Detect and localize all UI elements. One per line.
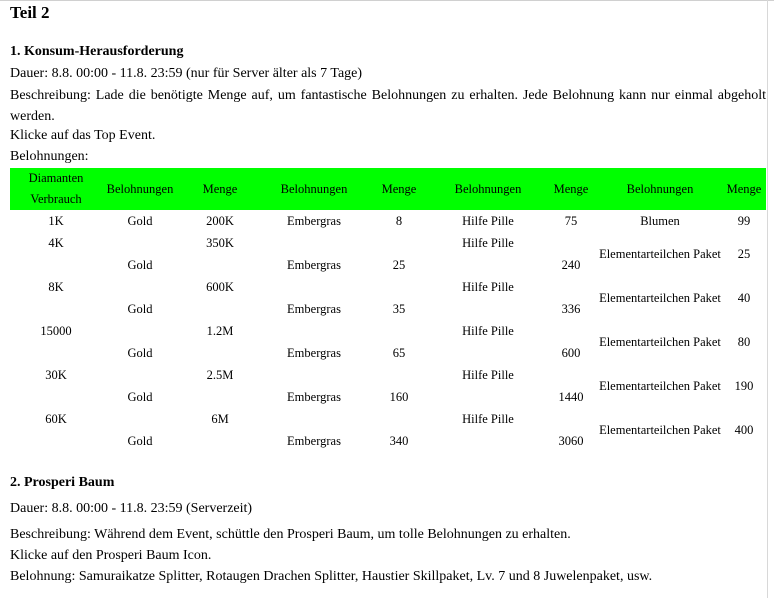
table-cell: 160 <box>389 390 409 404</box>
header-cell: Menge <box>722 168 766 210</box>
table-cell: 200K <box>206 213 234 228</box>
table-cell: 1440 <box>558 390 584 404</box>
table-cell: Hilfe Pille <box>462 213 514 228</box>
table-cell: Embergras <box>287 213 341 228</box>
header-cell: Diamanten Verbrauch <box>10 168 102 210</box>
table-row <box>10 210 766 232</box>
table-cell: Hilfe Pille <box>462 323 514 338</box>
header-cell: Menge <box>544 168 598 210</box>
table-row <box>10 320 766 364</box>
section1-description: Beschreibung: Lade die benötigte Menge auf, um fantastische Belohnungen zu erhalten. Jede Belohnung kann nur einmal abgeholt werden. <box>10 88 766 124</box>
section2-click-instruction: Klicke auf den Prosperi Baum Icon. <box>10 548 212 563</box>
table-cell: 340 <box>389 434 409 448</box>
table-cell: Gold <box>127 390 153 404</box>
section2-description: Beschreibung: Während dem Event, schüttle den Prosperi Baum, um tolle Belohnungen zu erhalten. <box>10 527 571 542</box>
table-cell: 1K <box>48 213 64 228</box>
table-header-row <box>10 168 766 210</box>
header-cell: Belohnungen <box>262 168 366 210</box>
table-cell: 99 <box>737 213 751 228</box>
table-cell: 60K <box>45 411 67 426</box>
section1-rewards-label: Belohnungen: <box>10 149 89 164</box>
header-cell: Menge <box>366 168 432 210</box>
table-cell: Hilfe Pille <box>462 235 514 250</box>
table-cell: Embergras <box>287 302 341 316</box>
table-cell: Blumen <box>640 213 680 228</box>
table-cell: 600K <box>206 279 234 294</box>
right-border <box>767 0 768 598</box>
table-cell: 80 <box>737 334 751 349</box>
table-cell: Hilfe Pille <box>462 367 514 382</box>
table-cell: Elementarteilchen Paket <box>599 290 721 305</box>
table-cell: 6M <box>211 411 229 426</box>
table-row <box>10 364 766 408</box>
table-cell: Gold <box>127 302 153 316</box>
table-cell: 15000 <box>40 323 72 338</box>
part-title: Teil 2 <box>10 3 50 22</box>
table-cell: Gold <box>127 434 153 448</box>
table-cell: Embergras <box>287 346 341 360</box>
table-cell: 25 <box>737 246 751 261</box>
table-cell: Hilfe Pille <box>462 411 514 426</box>
section1-duration: Dauer: 8.8. 00:00 - 11.8. 23:59 (nur für Server älter als 7 Tage) <box>10 66 363 81</box>
table-cell: 3060 <box>558 434 584 448</box>
table-cell: Elementarteilchen Paket <box>599 422 721 437</box>
table-cell: 8 <box>395 213 403 228</box>
header-cell: Menge <box>178 168 262 210</box>
table-cell: 75 <box>564 213 578 228</box>
table-cell: Elementarteilchen Paket <box>599 334 721 349</box>
table-cell: 600 <box>561 346 581 360</box>
table-cell: 2.5M <box>206 367 234 382</box>
table-cell: Embergras <box>287 434 341 448</box>
table-row <box>10 276 766 320</box>
table-cell: Gold <box>127 258 153 272</box>
table-cell: 400 <box>734 422 754 437</box>
table-cell: 350K <box>206 235 234 250</box>
table-cell: 336 <box>561 302 581 316</box>
header-cell: Belohnungen <box>598 168 722 210</box>
top-border <box>0 0 774 1</box>
table-cell: 65 <box>392 346 406 360</box>
section2-duration: Dauer: 8.8. 00:00 - 11.8. 23:59 (Serverzeit) <box>10 501 253 516</box>
table-row <box>10 232 766 276</box>
table-cell: Embergras <box>287 390 341 404</box>
table-cell: 190 <box>734 378 754 393</box>
table-cell: Embergras <box>287 258 341 272</box>
table-cell: Gold <box>127 213 153 228</box>
table-cell: Elementarteilchen Paket <box>599 246 721 261</box>
table-cell: 240 <box>561 258 581 272</box>
table-cell: 25 <box>392 258 406 272</box>
rewards-table <box>10 168 766 452</box>
table-cell: Elementarteilchen Paket <box>599 378 721 393</box>
header-cell: Belohnungen <box>102 168 178 210</box>
table-cell: 8K <box>48 279 64 294</box>
table-cell: Gold <box>127 346 153 360</box>
table-cell: 1.2M <box>206 323 234 338</box>
table-cell: 40 <box>737 290 751 305</box>
section1-heading: 1. Konsum-Herausforderung <box>10 44 184 59</box>
table-cell: 35 <box>392 302 406 316</box>
section2-heading: 2. Prosperi Baum <box>10 475 115 490</box>
table-cell: Hilfe Pille <box>462 279 514 294</box>
table-cell: 30K <box>45 367 67 382</box>
header-cell: Belohnungen <box>432 168 544 210</box>
table-cell: 4K <box>48 235 64 250</box>
section1-click-instruction: Klicke auf das Top Event. <box>10 128 156 143</box>
table-row <box>10 408 766 452</box>
section2-reward: Belohnung: Samuraikatze Splitter, Rotaugen Drachen Splitter, Haustier Skillpaket, Lv. 7 und 8 Juwelenpaket, usw. <box>10 569 653 584</box>
